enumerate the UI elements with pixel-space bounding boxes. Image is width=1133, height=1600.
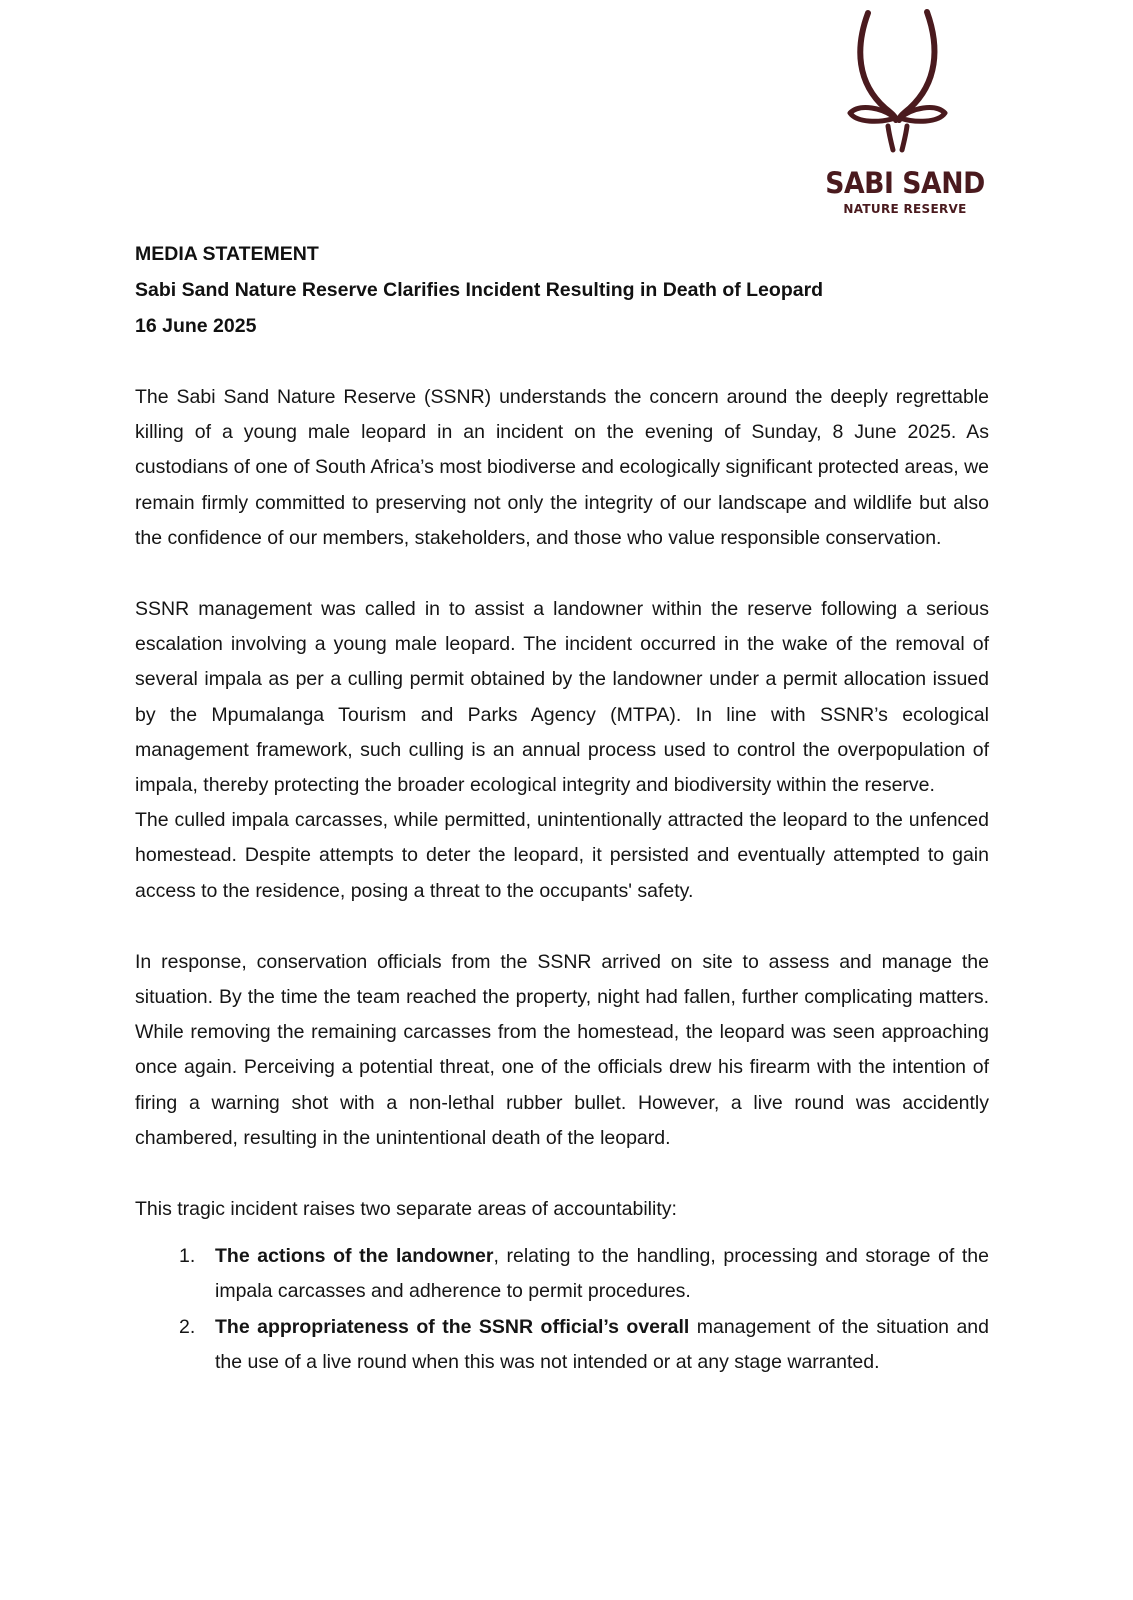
- logo-title: SABI SAND: [825, 166, 985, 200]
- list-item-text: , relating to the handling, processing and storage of the impala carcasses and adherence to permit procedures.: [215, 1245, 989, 1303]
- list-number: 2.: [179, 1315, 196, 1338]
- statement-headline: Sabi Sand Nature Reserve Clarifies Incident Resulting in Death of Leopard: [135, 279, 824, 301]
- paragraph-intro: The Sabi Sand Nature Reserve (SSNR) understands the concern around the deeply regrettable killing of a young male leopard in an incident on the evening of Sunday, 8 June 2025. As custodians of one of South Africa’s most biodiverse and ecologically significant protected areas, we remain firmly committed to preserving not only the integrity of our landscape and wildlife but also the confidence of our members, stakeholders, and those who value responsible conservation.: [135, 386, 989, 549]
- accountability-list: [135, 1239, 989, 1380]
- list-item: [135, 1239, 989, 1309]
- logo-subtitle: NATURE RESERVE: [843, 202, 967, 216]
- list-number: 1.: [179, 1245, 196, 1268]
- paragraph-response: In response, conservation officials from the SSNR arrived on site to assess and manage the situation. By the time the team reached the property, night had fallen, further complicating matters. While removing the remaining carcasses from the homestead, the leopard was seen approaching once again. Perceiving a potential threat, one of the officials drew his firearm with the intention of firing a warning shot with a non-lethal rubber bullet. However, a live round was accidently chambered, resulting in the unintentional death of the leopard.: [135, 950, 989, 1149]
- list-item-bold: The actions of the landowner: [215, 1245, 494, 1268]
- list-item-text: management of the situation and the use of a live round when this was not intended or at any stage warranted.: [215, 1315, 989, 1373]
- antelope-horns-icon: [815, 8, 995, 168]
- paragraph-accountability-intro: This tragic incident raises two separate areas of accountability:: [135, 1198, 677, 1221]
- paragraph-background: SSNR management was called in to assist a landowner within the reserve following a serious escalation involving a young male leopard. The incident occurred in the wake of the removal of several impala as per a culling permit obtained by the landowner under a permit allocation issued by the Mpumalanga Tourism and Parks Agency (MTPA). In line with SSNR’s ecological management framework, such culling is an annual process used to control the overpopulation of impala, thereby protecting the broader ecological integrity and biodiversity within the reserve.: [135, 598, 989, 797]
- media-statement-document: [135, 236, 989, 1380]
- list-item-bold: The appropriateness of the SSNR official’s overall: [215, 1315, 690, 1338]
- statement-date: 16 June 2025: [135, 315, 257, 337]
- list-item: [135, 1310, 989, 1380]
- statement-label: MEDIA STATEMENT: [135, 243, 319, 265]
- paragraph-carcasses: The culled impala carcasses, while permitted, unintentionally attracted the leopard to the unfenced homestead. Despite attempts to deter the leopard, it persisted and eventually attempted to gain access to the residence, posing a threat to the occupants' safety.: [135, 809, 989, 902]
- sabi-sand-logo: [815, 8, 995, 216]
